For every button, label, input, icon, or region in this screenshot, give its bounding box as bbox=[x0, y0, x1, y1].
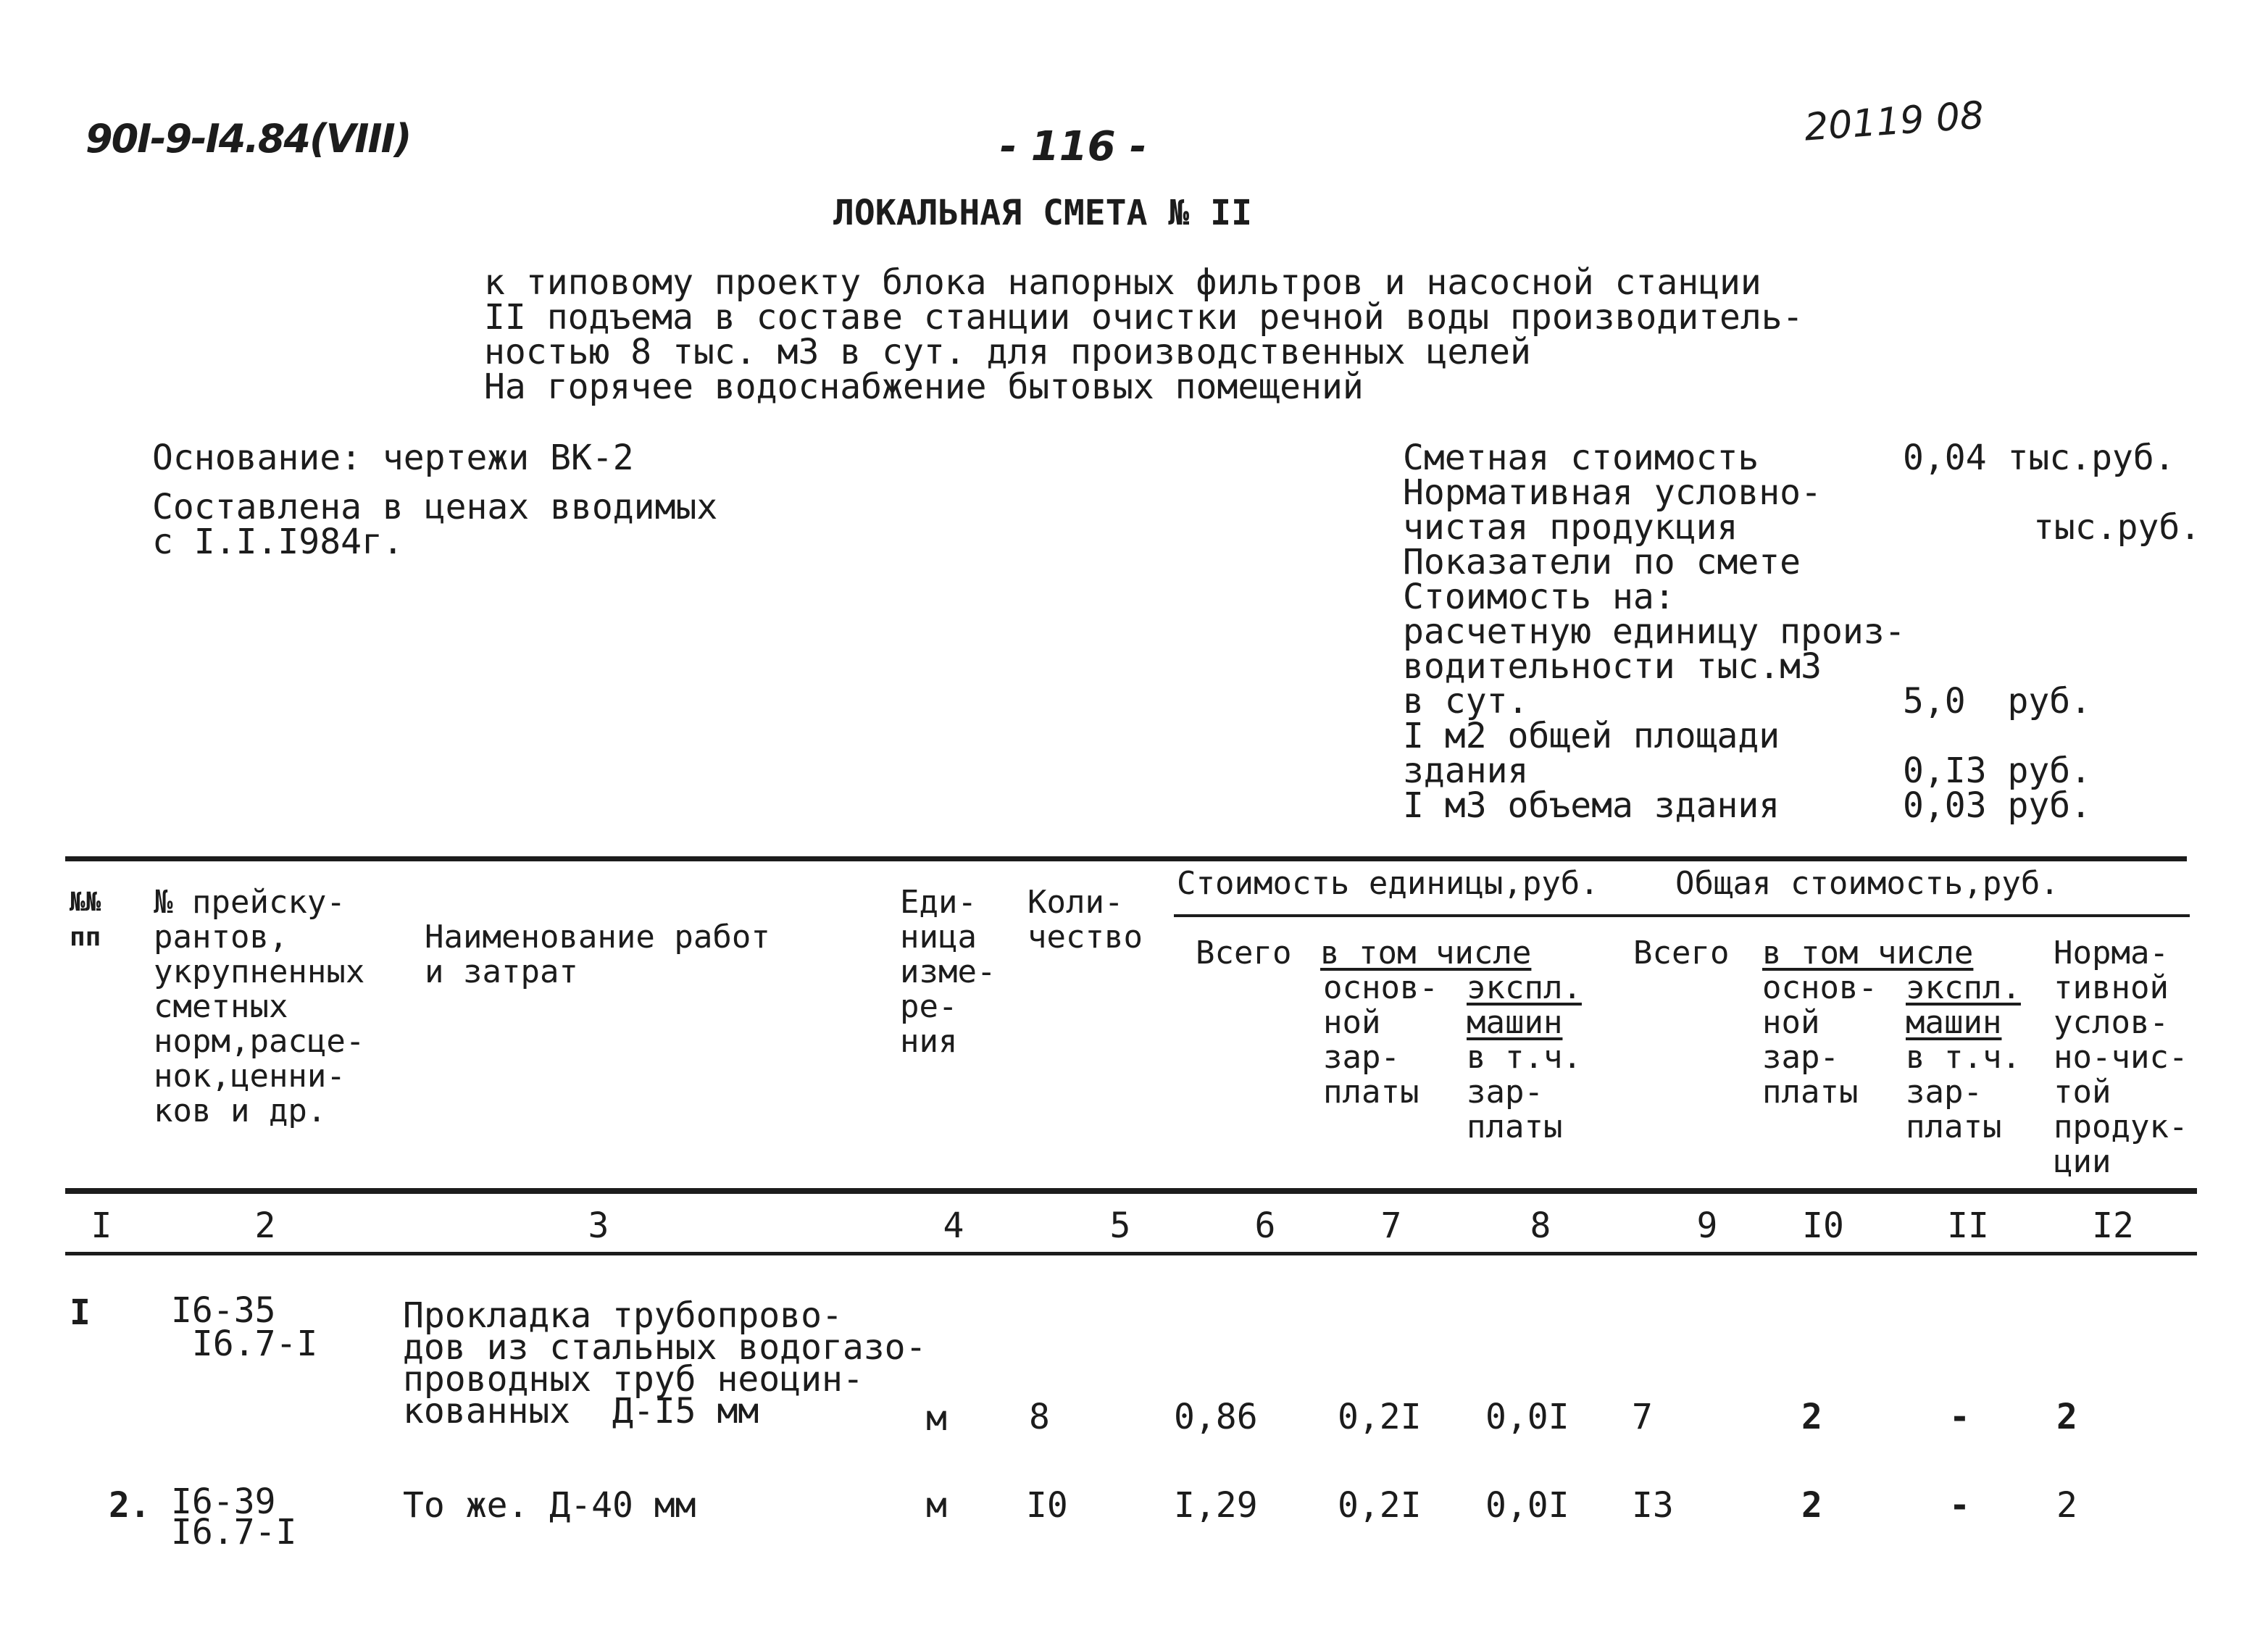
row2-unit-machines: 0,0I bbox=[1485, 1485, 1569, 1526]
summary-norm-label: Нормативная условно- bbox=[1403, 472, 1822, 513]
row2-sum-total: I3 bbox=[1632, 1485, 1674, 1526]
column-number: I0 bbox=[1802, 1205, 1844, 1246]
summary-volume-value: 0,03 руб. bbox=[1903, 785, 2092, 826]
summary-area-label: I м2 общей площади bbox=[1403, 716, 1780, 756]
row2-price-ref: I6-39 I6.7-I bbox=[171, 1481, 297, 1552]
stamp-number: 20119 08 bbox=[1803, 93, 1985, 150]
header-unit-all: Всего bbox=[1196, 935, 1292, 971]
summary-building-label: здания bbox=[1403, 751, 1529, 791]
column-number: 4 bbox=[943, 1205, 964, 1246]
header-price-list: № прейску- рантов, укрупненных сметных норм,расце- нок,ценни- ков и др. bbox=[154, 884, 365, 1129]
group-header-rule bbox=[1174, 914, 2190, 917]
header-total-wage: основ- ной зар- платы bbox=[1762, 969, 1877, 1111]
header-total-including: в том числе bbox=[1762, 935, 1974, 971]
column-number: 5 bbox=[1109, 1205, 1131, 1246]
summary-unit-label: расчетную единицу произ- bbox=[1403, 611, 1906, 652]
summary-indicators-label: Показатели по смете bbox=[1403, 542, 1801, 582]
row1-unit-total: 0,86 bbox=[1174, 1397, 1258, 1437]
header-total-machine-wage: в т.ч. зар- платы bbox=[1906, 1039, 2021, 1145]
column-number: 6 bbox=[1254, 1205, 1276, 1246]
summary-cost-label: Стоимость на: bbox=[1403, 577, 1675, 617]
header-norm-product: Норма- тивной услов- но-чис- той продук- ции bbox=[2054, 935, 2188, 1180]
header-unit-machines: экспл. машин bbox=[1467, 969, 1582, 1041]
summary-estimate-value: 0,04 тыс.руб. bbox=[1903, 438, 2175, 478]
header-unit-wage: основ- ной зар- платы bbox=[1323, 969, 1438, 1111]
intro-line-3: ностью 8 тыс. м3 в сут. для производственных целей bbox=[484, 332, 1531, 372]
row2-sum-wage: 2 bbox=[1801, 1485, 1822, 1526]
row1-sum-wage: 2 bbox=[1801, 1397, 1822, 1437]
row2-unit-wage: 0,2I bbox=[1338, 1485, 1422, 1526]
row2-unit-total: I,29 bbox=[1174, 1485, 1258, 1526]
summary-capacity-label: водительности тыс.м3 bbox=[1403, 646, 1822, 687]
document-code: 90I-9-I4.84(VIII) bbox=[86, 116, 411, 162]
document-title: ЛОКАЛЬНАЯ СМЕТА № II bbox=[833, 193, 1252, 233]
row1-unit-machines: 0,0I bbox=[1485, 1397, 1569, 1437]
summary-per-day-value: 5,0 руб. bbox=[1903, 681, 2092, 722]
row1-price-ref: I6-35 I6.7-I bbox=[171, 1290, 318, 1364]
basis-line-2: Составлена в ценах вводимых bbox=[152, 487, 718, 527]
column-number: 8 bbox=[1530, 1205, 1551, 1246]
basis-line-3: с I.I.I984г. bbox=[152, 522, 404, 562]
basis-line-1: Основание: чертежи ВК-2 bbox=[152, 438, 634, 478]
header-total-all: Всего bbox=[1633, 935, 1730, 971]
col-number-rule bbox=[65, 1252, 2197, 1255]
row1-unit-wage: 0,2I bbox=[1338, 1397, 1422, 1437]
row2-sum-machines: - bbox=[1949, 1485, 1970, 1526]
intro-line-2: II подъема в составе станции очистки речной воды производитель- bbox=[484, 297, 1804, 338]
summary-estimate-label: Сметная стоимость bbox=[1403, 438, 1759, 478]
header-unit: Еди- ница изме- ре- ния bbox=[900, 884, 996, 1060]
summary-product-label: чистая продукция bbox=[1403, 507, 1738, 548]
page-number: - 116 - bbox=[1000, 123, 1147, 170]
intro-line-1: к типовому проекту блока напорных фильтров и насосной станции bbox=[484, 262, 1762, 303]
header-total-cost: Общая стоимость,руб. bbox=[1675, 865, 2059, 902]
column-number: I bbox=[91, 1205, 112, 1246]
summary-per-day-label: в сут. bbox=[1403, 681, 1529, 722]
summary-building-value: 0,I3 руб. bbox=[1903, 751, 2092, 791]
header-unit-cost: Стоимость единицы,руб. bbox=[1177, 865, 1599, 902]
row1-unit: м bbox=[926, 1398, 947, 1439]
column-number: 7 bbox=[1380, 1205, 1402, 1246]
header-work-name: Наименование работ и затрат bbox=[425, 919, 770, 990]
row1-sum-total: 7 bbox=[1632, 1397, 1653, 1437]
summary-volume-label: I м3 объема здания bbox=[1403, 785, 1780, 826]
column-number: II bbox=[1947, 1205, 1989, 1246]
row1-sum-machines: - bbox=[1949, 1397, 1970, 1437]
row2-work-name: То же. Д-40 мм bbox=[403, 1485, 696, 1526]
column-number: 3 bbox=[588, 1205, 609, 1246]
header-unit-machine-wage: в т.ч. зар- платы bbox=[1467, 1039, 1582, 1145]
table-top-rule bbox=[65, 856, 2187, 861]
row2-number: 2. bbox=[109, 1485, 151, 1526]
intro-line-4: На горячее водоснабжение бытовых помещений bbox=[484, 367, 1364, 407]
row2-unit: м bbox=[926, 1485, 947, 1526]
row1-number: I bbox=[70, 1292, 91, 1333]
header-quantity: Коли- чество bbox=[1027, 884, 1143, 956]
row1-quantity: 8 bbox=[1029, 1397, 1050, 1437]
summary-product-value: тыс.руб. bbox=[2033, 507, 2201, 548]
row2-quantity: I0 bbox=[1026, 1485, 1068, 1526]
column-number: 2 bbox=[254, 1205, 276, 1246]
row1-work-name: Прокладка трубопрово- дов из стальных водогазо- проводных труб неоцин- кованных Д-I5 мм bbox=[403, 1295, 927, 1431]
column-number: I2 bbox=[2092, 1205, 2134, 1246]
header-unit-including: в том числе bbox=[1320, 935, 1532, 971]
header-row-number: №№ пп bbox=[70, 887, 101, 952]
header-bottom-rule bbox=[65, 1188, 2197, 1194]
column-number: 9 bbox=[1696, 1205, 1718, 1246]
header-total-machines: экспл. машин bbox=[1906, 969, 2021, 1041]
row1-norm-product: 2 bbox=[2056, 1397, 2077, 1437]
row2-norm-product: 2 bbox=[2056, 1485, 2077, 1526]
